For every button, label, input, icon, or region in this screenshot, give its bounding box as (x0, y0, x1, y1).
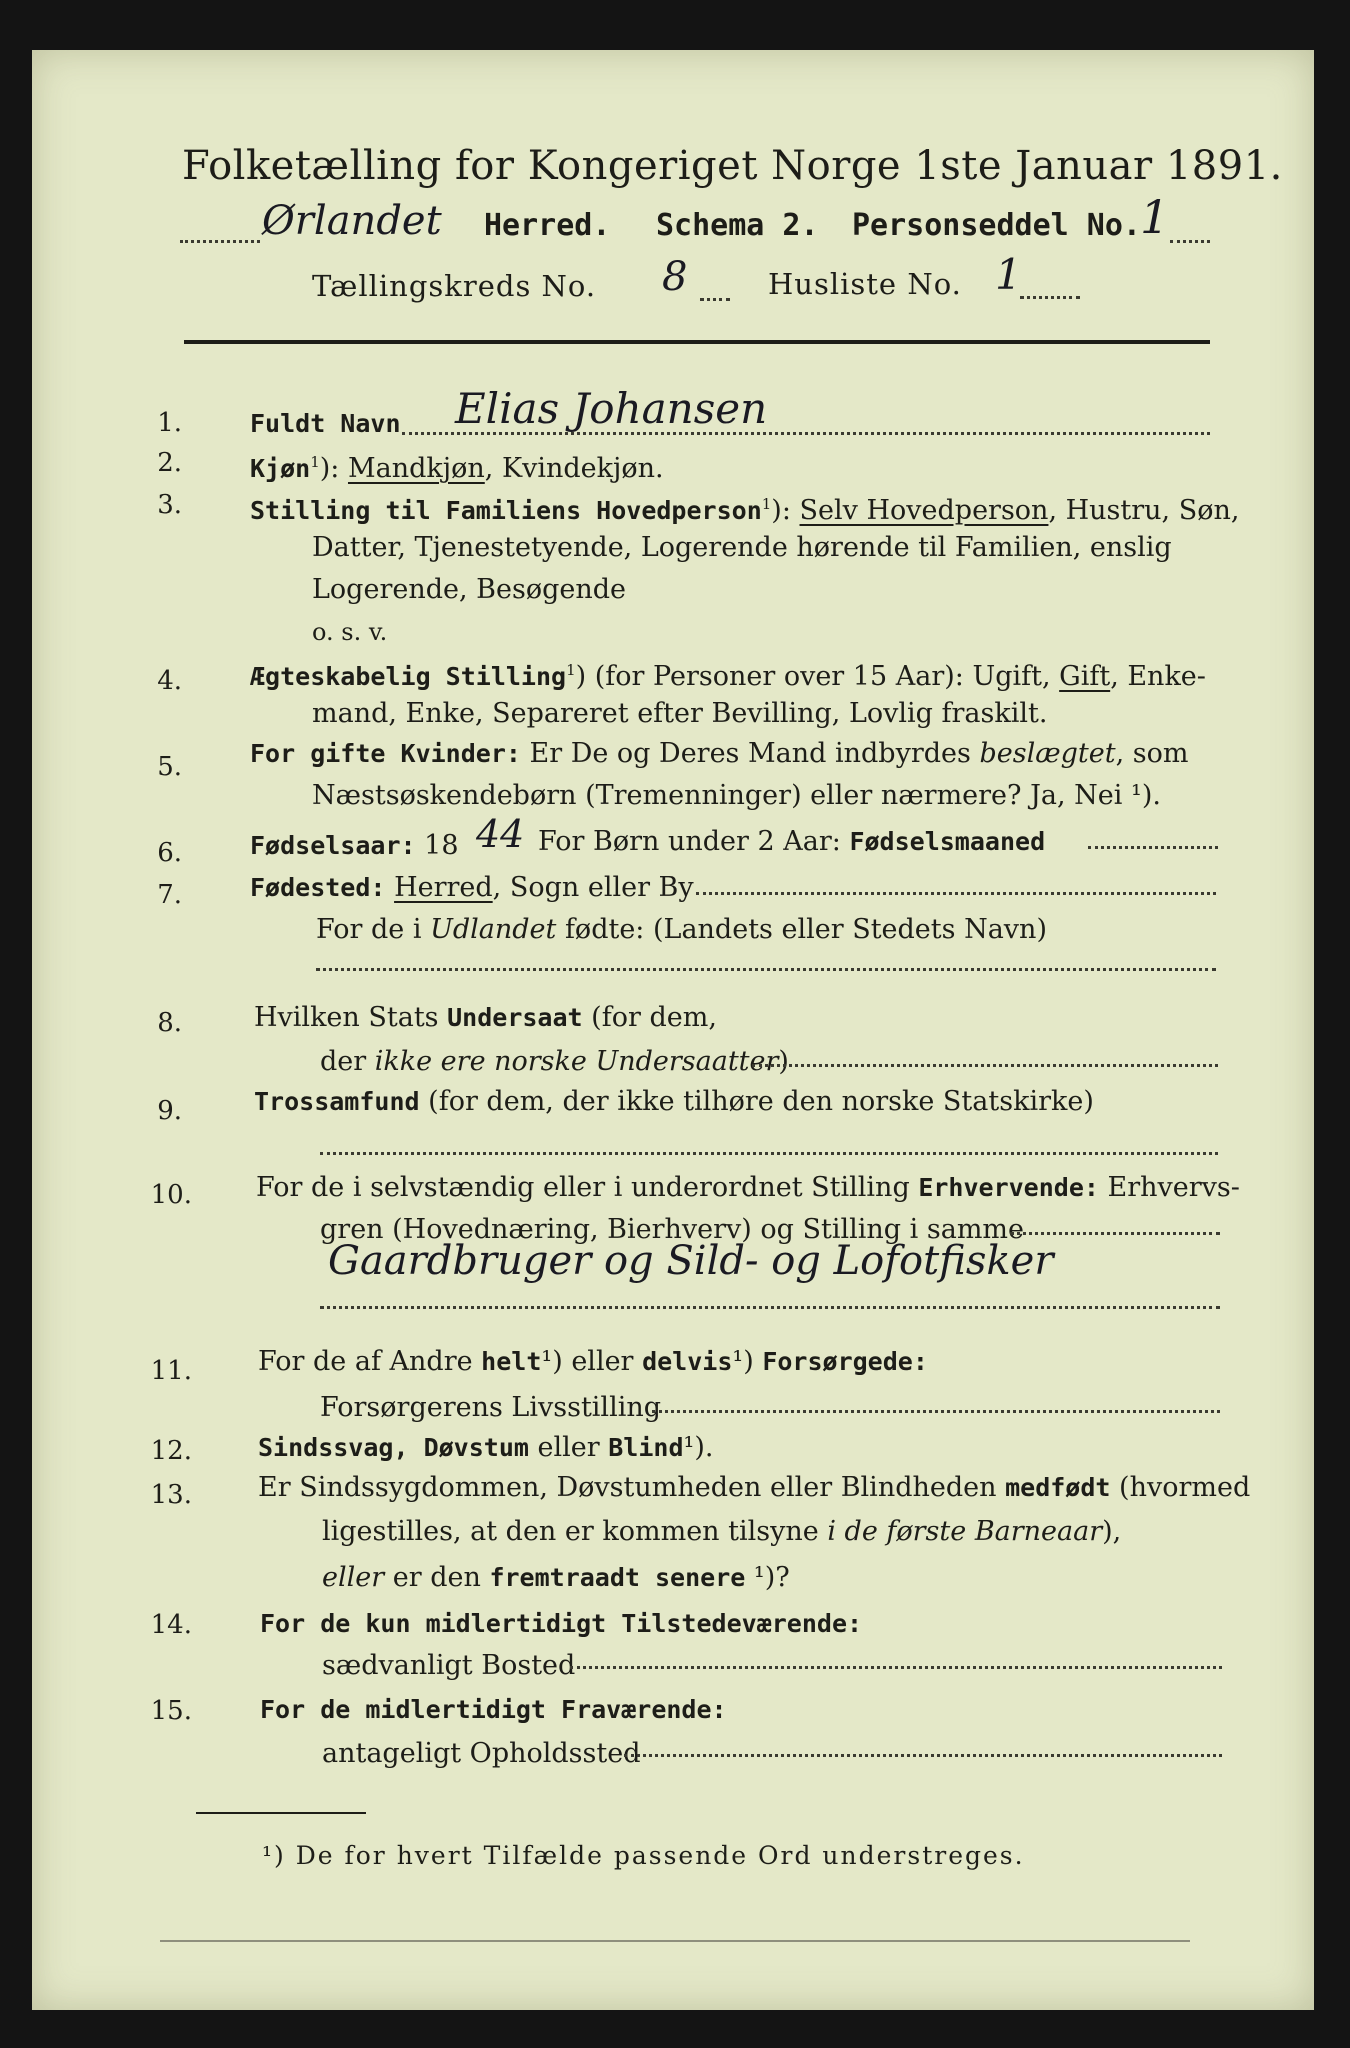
item-text: Erhvervs- (1098, 1172, 1240, 1203)
husliste-dots (1020, 296, 1080, 299)
bottom-rule (160, 1940, 1190, 1942)
item-number: 7. (157, 880, 182, 910)
item-text: Udlandet (430, 914, 557, 945)
item-number: 4. (157, 666, 182, 696)
item-text (385, 872, 394, 903)
item-line (258, 1472, 1250, 1504)
item-line (322, 1562, 790, 1594)
item-label: Stilling til Familiens Hovedperson (250, 496, 762, 525)
item-line (250, 446, 664, 485)
item-number: 5. (157, 752, 182, 782)
citizenship-dots (752, 1064, 1218, 1067)
item-text: , Kvindekjøn. (484, 453, 664, 484)
item-line (258, 1346, 928, 1378)
item-text: For Børn under 2 Aar: (538, 826, 850, 857)
item-label: For de midlertidigt Fraværende: (260, 1695, 727, 1724)
item-line (316, 914, 1047, 946)
provider-dots (652, 1410, 1220, 1413)
birthplace-dots (696, 892, 1216, 895)
item-number: 1. (157, 408, 182, 438)
item-line (256, 1172, 1240, 1204)
item-number: 9. (157, 1096, 182, 1126)
item-text: (for dem, der ikke tilhøre den norske Statskirke) (419, 1086, 1094, 1117)
item-text: ): (771, 495, 800, 526)
item-text: 18 (415, 830, 459, 861)
item-number: 13. (150, 1480, 192, 1510)
item-text: Hvilken Stats (254, 1002, 448, 1033)
item-number: 11. (150, 1356, 192, 1386)
stay-dots (624, 1754, 1222, 1757)
item-line (538, 826, 1045, 858)
item-line: antageligt Opholdssted (322, 1738, 641, 1769)
month-dots (1088, 846, 1218, 849)
header-rule (184, 340, 1210, 344)
item-text: ) (for Personer over 15 Aar): Ugift, (575, 661, 1060, 692)
item-line (258, 1432, 713, 1464)
item-number: 2. (157, 448, 182, 478)
item-text: ) (778, 1046, 789, 1077)
item-text: fødte: (Landets eller Stedets Navn) (556, 914, 1047, 945)
item-text: (for dem, (582, 1002, 717, 1033)
item-text: ¹). (683, 1432, 714, 1463)
item-text: eller (528, 1432, 609, 1463)
item-label: Ægteskabelig Stilling (250, 662, 567, 691)
country-dots (316, 968, 1216, 971)
item-label: Sindssvag, Døvstum (258, 1433, 529, 1462)
personseddel-dots (1170, 240, 1210, 243)
item-text: der (320, 1046, 375, 1077)
husliste-label-text: Husliste No. (768, 267, 962, 301)
item-text: , Sogn eller By (492, 872, 694, 903)
item-label: Blind (608, 1433, 684, 1462)
item-text: , Hustru, Søn, (1048, 495, 1240, 526)
underlined-option: Gift (1059, 661, 1111, 692)
husliste-number: 1 (995, 250, 1022, 299)
item-text: ikke ere norske Undersaatter (374, 1046, 779, 1077)
kreds-label: Tællingskreds No. (312, 269, 597, 303)
item-line (250, 872, 694, 904)
item-label: Undersaat (447, 1003, 583, 1032)
footnote: ¹) De for hvert Tilfælde passende Ord understreges. (262, 1841, 1025, 1870)
personseddel-label: Personseddel No. (852, 208, 1141, 243)
item-text: ): (319, 453, 348, 484)
item-line: Datter, Tjenestetyende, Logerende hørende til Familien, enslig (312, 532, 1172, 563)
item-label: Fødested: (250, 873, 386, 902)
item-text: For de i selvstændig eller i underordnet Stilling (256, 1172, 919, 1203)
item-text: Er Sindssygdommen, Døvstumheden eller Blindheden (258, 1472, 1006, 1503)
kreds-number: 8 (662, 254, 688, 300)
item-label: For de kun midlertidigt Tilstedeværende: (260, 1609, 863, 1638)
birth-year-value: 44 (476, 812, 525, 856)
underlined-option: Selv Hovedperson (799, 495, 1049, 526)
occupation-dots-2 (320, 1306, 1220, 1309)
item-text: (hvormed (1110, 1472, 1251, 1503)
herred-dots (180, 240, 260, 243)
item-label: Fuldt Navn (250, 409, 401, 438)
item-label: Erhvervende: (918, 1173, 1099, 1202)
item-label: fremtraadt senere (489, 1563, 746, 1592)
occupation-value: Gaardbruger og Sild- og Lofotfisker (328, 1238, 1054, 1284)
item-number: 14. (150, 1610, 192, 1640)
item-line: Logerende, Besøgende (312, 574, 626, 605)
item-label: helt (481, 1347, 542, 1376)
residence-dots (570, 1666, 1222, 1669)
item-number: 10. (150, 1180, 192, 1210)
personseddel-number: 1 (1140, 190, 1170, 244)
form-title: Folketælling for Kongeriget Norge 1ste Januar 1891. (182, 143, 1283, 189)
item-label: Kjøn (250, 454, 311, 483)
item-line: gren (Hovednæring, Bierhverv) og Stilling i samme (320, 1214, 1025, 1245)
herred-handwritten: Ørlandet (262, 198, 442, 244)
item-number: 3. (157, 490, 182, 520)
item-line (320, 1046, 789, 1078)
item-number: 12. (150, 1436, 192, 1466)
item-line: Stilling til Familiens Hovedperson$^1$): Selv Hovedperson, Hustru, Søn, (250, 495, 1240, 526)
item-label: Fødselsmaaned (849, 827, 1046, 856)
item-text: beslægtet (979, 738, 1116, 769)
item-text: Er De og Deres Mand indbyrdes (520, 738, 980, 769)
item-label: Fødselsaar: (250, 831, 416, 860)
item-line: o. s. v. (312, 618, 388, 646)
item-text: For de i (316, 914, 431, 945)
item-text: ¹) eller (541, 1346, 643, 1377)
item-line: mand, Enke, Separeret efter Bevilling, Lovlig fraskilt. (312, 698, 1048, 729)
item-label: medfødt (1005, 1473, 1111, 1502)
item-text: For de af Andre (258, 1346, 482, 1377)
item-line (250, 738, 1188, 770)
herred-label: Herred. (484, 208, 611, 243)
underlined-option: Herred (394, 872, 493, 903)
item-label: For gifte Kvinder: (250, 739, 521, 768)
item-line: sædvanligt Bosted (322, 1650, 576, 1681)
schema-label: Schema 2. (656, 208, 819, 243)
kreds-dots (700, 298, 730, 301)
underlined-option: Mandkjøn (347, 453, 485, 484)
item-line: Næstsøskendebørn (Tremenninger) eller nærmere? Ja, Nei ¹). (312, 780, 1161, 811)
item-text: ligestilles, at den er kommen tilsyne (322, 1516, 828, 1547)
item-line (250, 830, 459, 862)
item-label: delvis (642, 1347, 733, 1376)
item-text: ¹) (732, 1346, 763, 1377)
footnote-rule (196, 1812, 366, 1814)
item-text: i de første Barneaar (827, 1516, 1103, 1547)
item-text: ¹)? (745, 1562, 790, 1593)
item-line: Ægteskabelig Stilling$^1$) (for Personer over 15 Aar): Ugift, Gift, Enke- (250, 661, 1206, 692)
item-text: , Enke- (1110, 661, 1206, 692)
item-text: , som (1115, 738, 1189, 769)
item-text: er den (384, 1562, 490, 1593)
item-label: Forsørgede: (762, 1347, 928, 1376)
item-line (322, 1516, 1121, 1548)
occupation-dots-1 (1010, 1232, 1220, 1235)
item-line (254, 1002, 717, 1034)
item-number: 6. (157, 838, 182, 868)
item-line (254, 1086, 1094, 1118)
item-line: Forsørgerens Livsstilling (320, 1392, 662, 1423)
item-label: Trossamfund (254, 1087, 420, 1116)
item-text: eller (322, 1562, 385, 1593)
religion-dots (320, 1152, 1218, 1155)
footnote-mark: 1 (310, 453, 320, 471)
full-name-value: Elias Johansen (455, 384, 768, 433)
item-text: ), (1102, 1516, 1122, 1547)
item-number: 8. (157, 1008, 182, 1038)
item-number: 15. (150, 1696, 192, 1726)
